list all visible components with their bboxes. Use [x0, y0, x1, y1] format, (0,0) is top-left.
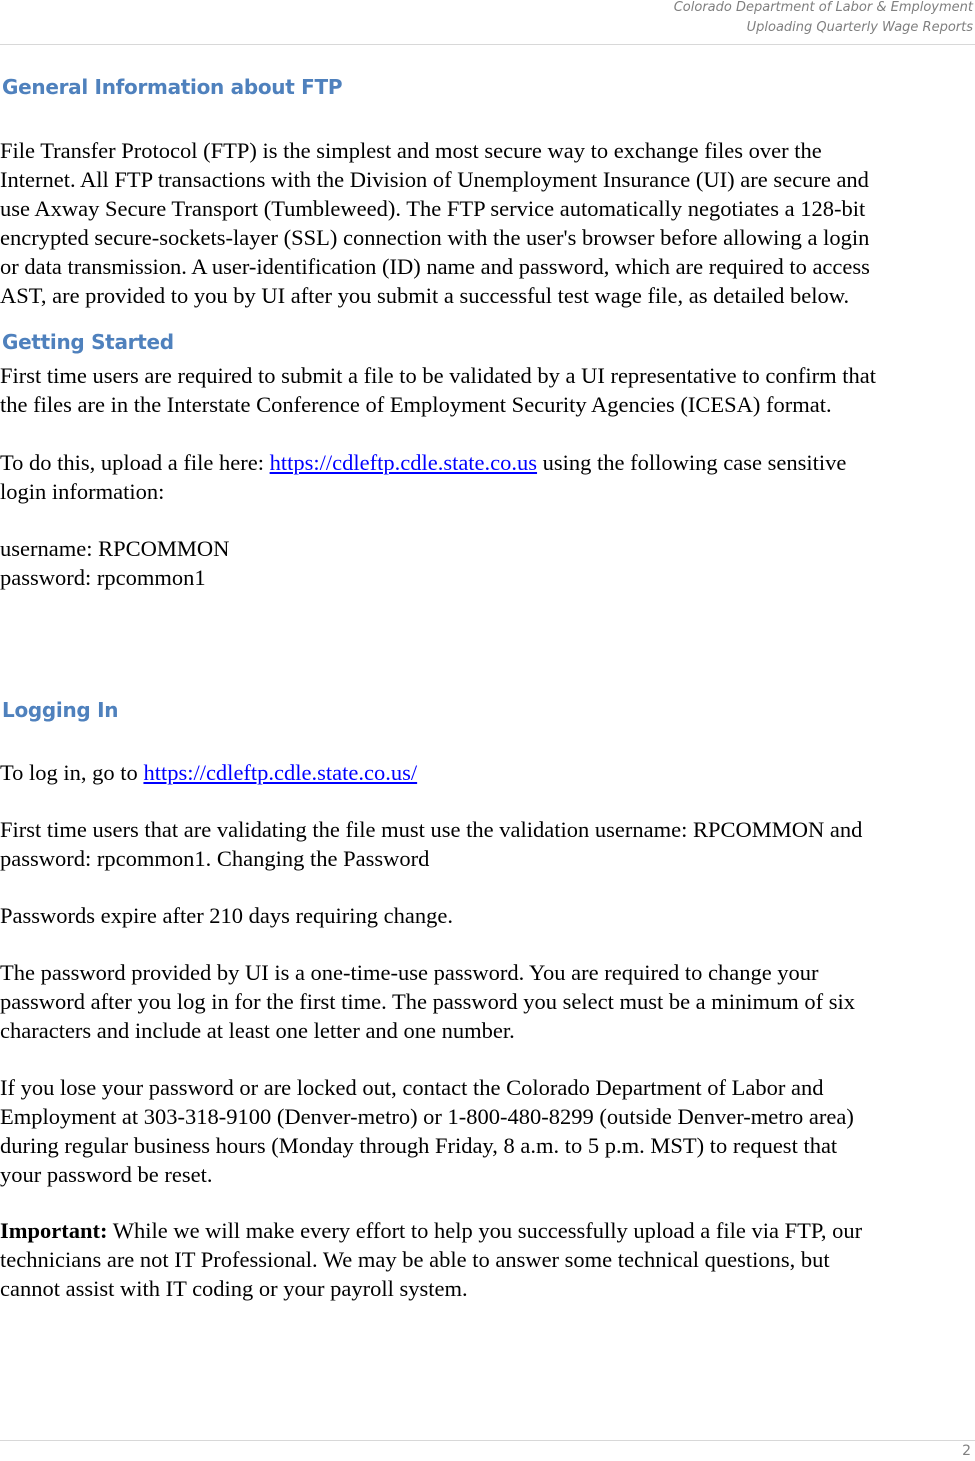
header-organization: Colorado Department of Labor & Employment [673, 0, 973, 15]
text-line [0, 1216, 975, 1245]
text-line: password after you log in for the first time. The password you select must be a minimum of six [0, 989, 856, 1014]
upload-prefix-text: To do this, upload a file here: [0, 450, 270, 475]
text-line: Internet. All FTP transactions with the Division of Unemployment Insurance (UI) are secure and [0, 167, 869, 192]
text-line: the files are in the Interstate Conference of Employment Security Agencies (ICESA) format. [0, 392, 832, 417]
text-line: cannot assist with IT coding or your payroll system. [0, 1276, 468, 1301]
paragraph-upload-instructions [0, 448, 975, 506]
text-line: encrypted secure-sockets-layer (SSL) connection with the user's browser before allowing a login [0, 225, 870, 250]
text-line: password: rpcommon1. Changing the Password [0, 846, 430, 871]
upload-site-link[interactable]: https://cdleftp.cdle.state.co.us [269, 450, 538, 475]
paragraph-password-expiry [0, 901, 975, 930]
login-credentials [0, 534, 975, 592]
username-text: username: RPCOMMON [0, 536, 230, 561]
text-line: or data transmission. A user-identification (ID) name and password, which are required to access [0, 254, 870, 279]
paragraph-first-time-users [0, 361, 975, 419]
paragraph-one-time-password [0, 958, 975, 1045]
upload-suffix-text: using the following case sensitive [537, 450, 847, 475]
text-line: The password provided by UI is a one-time-use password. You are required to change your [0, 960, 819, 985]
text-line: Employment at 303-318-9100 (Denver-metro) or 1-800-480-8299 (outside Denver-metro area) [0, 1104, 854, 1129]
text-line: First time users are required to submit a file to be validated by a UI representative to confirm that [0, 363, 876, 388]
login-site-link[interactable]: https://cdleftp.cdle.state.co.us/ [143, 760, 418, 785]
heading-getting-started: Getting Started [2, 330, 174, 354]
paragraph-validation-login [0, 815, 975, 873]
header-document-title: Uploading Quarterly Wage Reports [746, 20, 973, 35]
important-label: Important: [0, 1218, 108, 1243]
text-line: characters and include at least one letter and one number. [0, 1018, 515, 1043]
paragraph-lost-password [0, 1073, 975, 1189]
text-line [0, 448, 975, 477]
important-text: While we will make every effort to help you successfully upload a file via FTP, our [107, 1218, 863, 1243]
text-line: your password be reset. [0, 1162, 213, 1187]
heading-general-information: General Information about FTP [2, 75, 343, 99]
text-line: technicians are not IT Professional. We may be able to answer some technical questions, but [0, 1247, 830, 1272]
login-prefix-text: To log in, go to [0, 760, 144, 785]
page-number: 2 [962, 1443, 971, 1459]
text-line: AST, are provided to you by UI after you submit a successful test wage file, as detailed below. [0, 283, 850, 308]
text-line: If you lose your password or are locked out, contact the Colorado Department of Labor and [0, 1075, 824, 1100]
text-line [0, 758, 975, 787]
paragraph-ftp-overview [0, 136, 975, 310]
text-line: File Transfer Protocol (FTP) is the simplest and most secure way to exchange files over the [0, 138, 822, 163]
text-line: use Axway Secure Transport (Tumbleweed). The FTP service automatically negotiates a 128-bit [0, 196, 866, 221]
text-line: during regular business hours (Monday through Friday, 8 a.m. to 5 p.m. MST) to request that [0, 1133, 838, 1158]
text-line: Passwords expire after 210 days requiring change. [0, 903, 453, 928]
password-text: password: rpcommon1 [0, 565, 206, 590]
text-line: First time users that are validating the file must use the validation username: RPCOMMON and [0, 817, 863, 842]
paragraph-important-notice [0, 1216, 975, 1303]
text-line: login information: [0, 479, 165, 504]
paragraph-login-url [0, 758, 975, 787]
page-header [0, 0, 975, 45]
heading-logging-in: Logging In [2, 698, 119, 722]
page-footer [0, 1440, 975, 1461]
